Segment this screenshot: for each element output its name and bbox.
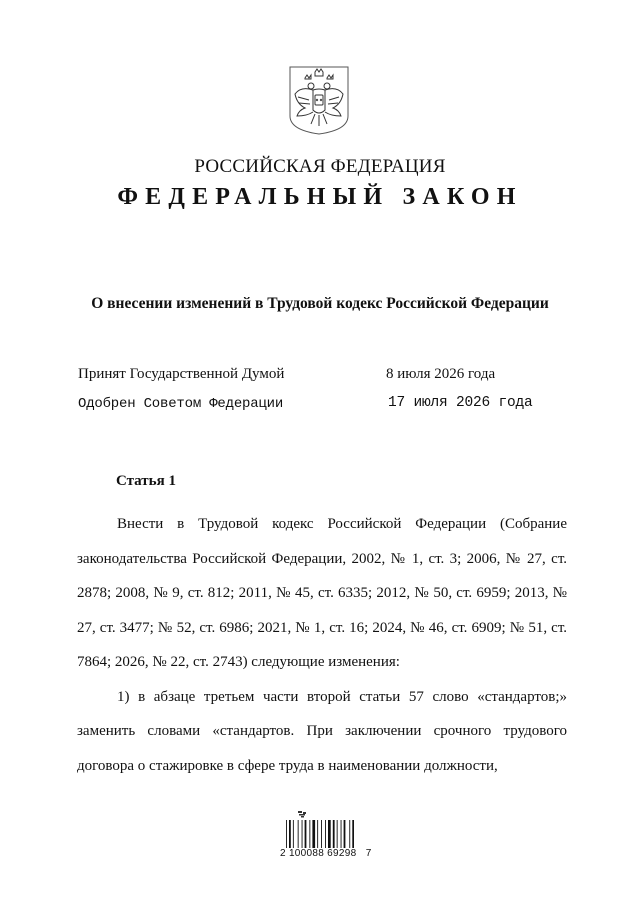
approved-label: Одобрен Советом Федерации	[78, 396, 284, 412]
document-type: ФЕДЕРАЛЬНЫЙ ЗАКОН	[117, 184, 523, 210]
article-body	[77, 507, 567, 783]
article-heading: Статья 1	[116, 473, 176, 489]
article-paragraph: 1) в абзаце третьем части второй статьи 57 слово «стандартов;» заменить словами «стандартов. При заключении срочного трудового договора о стажировке в сфере труда в наименовании должности,	[77, 688, 567, 774]
adopted-date: 8 июля 2026 года	[386, 366, 496, 382]
barcode-icon	[282, 810, 354, 852]
barcode-number: 2 100088 69298 7	[280, 848, 372, 859]
russian-coat-of-arms-icon	[287, 64, 351, 136]
approved-date: 17 июля 2026 года	[388, 395, 533, 411]
article-paragraph: Внести в Трудовой кодекс Российской Федерации (Собрание законодательства Российской Федерации, 2002, № 1, ст. 3; 2006, № 27, ст. 2878; 2008, № 9, ст. 812; 2011, № 45, ст. 6335; 2012, № 50, ст. 6959; 2013, № 27, ст. 3477; № 52, ст. 6986; 2021, № 1, ст. 16; 2024, № 46, ст. 6909; № 51, ст. 7864; 2026, № 22, ст. 2743) следующие изменения:	[77, 516, 567, 670]
law-title: О внесении изменений в Трудовой кодекс Российской Федерации	[91, 295, 549, 312]
adopted-label: Принят Государственной Думой	[78, 366, 285, 382]
country-name: РОССИЙСКАЯ ФЕДЕРАЦИЯ	[194, 156, 446, 177]
